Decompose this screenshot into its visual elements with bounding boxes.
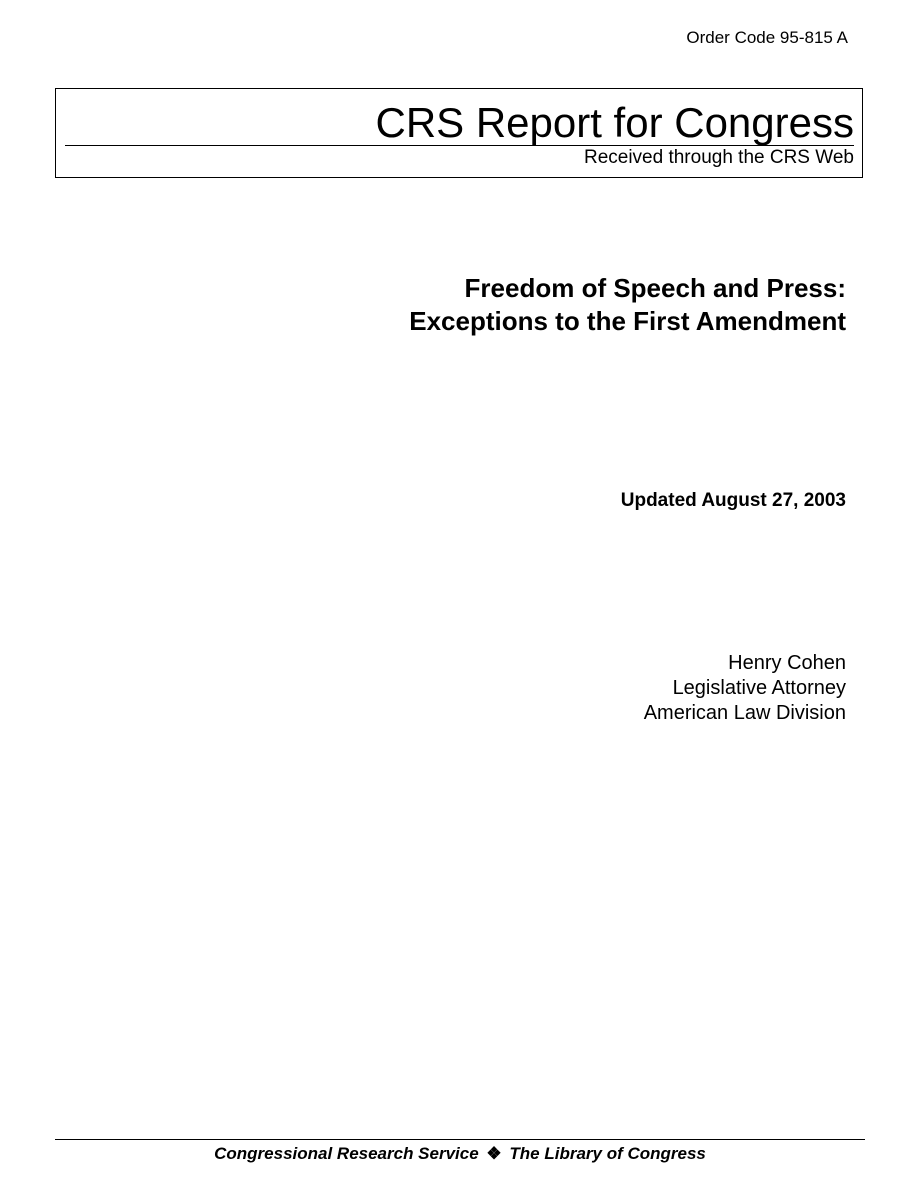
footer	[0, 1143, 920, 1165]
document-title-line-2: Exceptions to the First Amendment	[409, 306, 846, 336]
report-header-subtitle: Received through the CRS Web	[583, 147, 854, 168]
updated-date: Updated August 27, 2003	[620, 490, 846, 511]
diamond-separator-icon: ❖	[486, 1144, 502, 1163]
document-title-line-1: Freedom of Speech and Press:	[464, 273, 846, 303]
author-position: Legislative Attorney	[672, 677, 846, 699]
order-code: Order Code 95-815 A	[686, 28, 848, 47]
footer-divider	[55, 1139, 865, 1140]
report-header-title: CRS Report for Congress	[375, 99, 854, 146]
document-title	[409, 272, 846, 338]
author-division: American Law Division	[643, 702, 846, 724]
footer-crs: Congressional Research Service	[214, 1144, 479, 1163]
author-name: Henry Cohen	[728, 652, 846, 674]
author-block	[644, 651, 846, 726]
footer-library: The Library of Congress	[509, 1144, 706, 1163]
report-header-box	[55, 88, 863, 178]
header-divider	[65, 145, 854, 146]
